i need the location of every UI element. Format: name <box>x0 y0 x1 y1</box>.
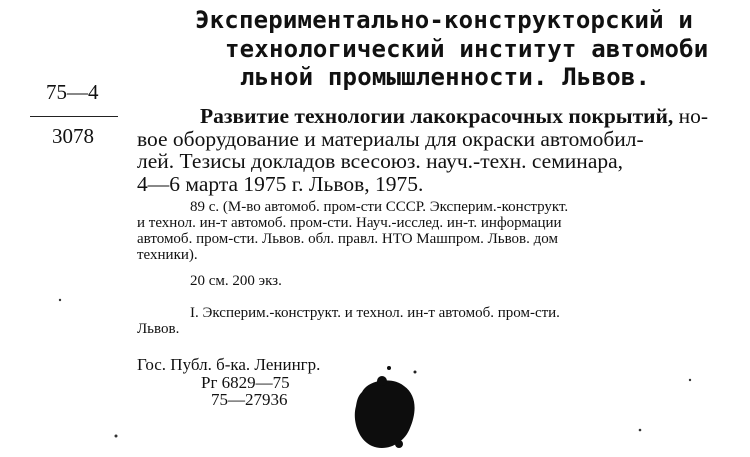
description-line-1: 89 с. (М-во автомоб. пром-сти СССР. Эксперим.-конструкт. <box>190 199 569 215</box>
description-line-3: автомоб. пром-сти. Львов. обл. правл. НТО Машпром. Львов. дом <box>137 231 558 247</box>
heading-line-2: технологический институт автомоби <box>225 35 709 63</box>
title-line-3: лей. Тезисы докладов всесоюз. науч.-техн. семинара, <box>137 149 624 173</box>
description-line-2: и технол. ин-т автомоб. пром-сти. Науч.-исслед. ин-т. информации <box>137 215 562 231</box>
subject-line-2: Львов. <box>137 321 180 337</box>
entry-number: 3078 <box>52 124 94 148</box>
heading-line-3: льной промышленности. Львов. <box>240 63 651 91</box>
subject-line-1: I. Эксперим.-конструкт. и технол. ин-т автомоб. пром-сти. <box>190 305 560 321</box>
title-line-4: 4—6 марта 1975 г. Львов, 1975. <box>137 172 424 196</box>
heading-line-1: Экспериментально-конструкторский и <box>195 6 694 34</box>
shelf-code-2: 75—27936 <box>211 390 288 409</box>
description-line-4: техники). <box>137 247 198 263</box>
description-line-5: 20 см. 200 экз. <box>190 273 282 289</box>
title-continuation: но- <box>673 104 709 128</box>
index-number: 75—4 <box>46 80 99 104</box>
library-name: Гос. Публ. б-ка. Ленингр. <box>137 355 321 374</box>
title-bold: Развитие технологии лакокрасочных покрытий, <box>200 104 674 128</box>
title-line-2: вое оборудование и материалы для окраски автомобил- <box>137 127 644 151</box>
shelf-code-1: Рг 6829—75 <box>201 373 290 392</box>
